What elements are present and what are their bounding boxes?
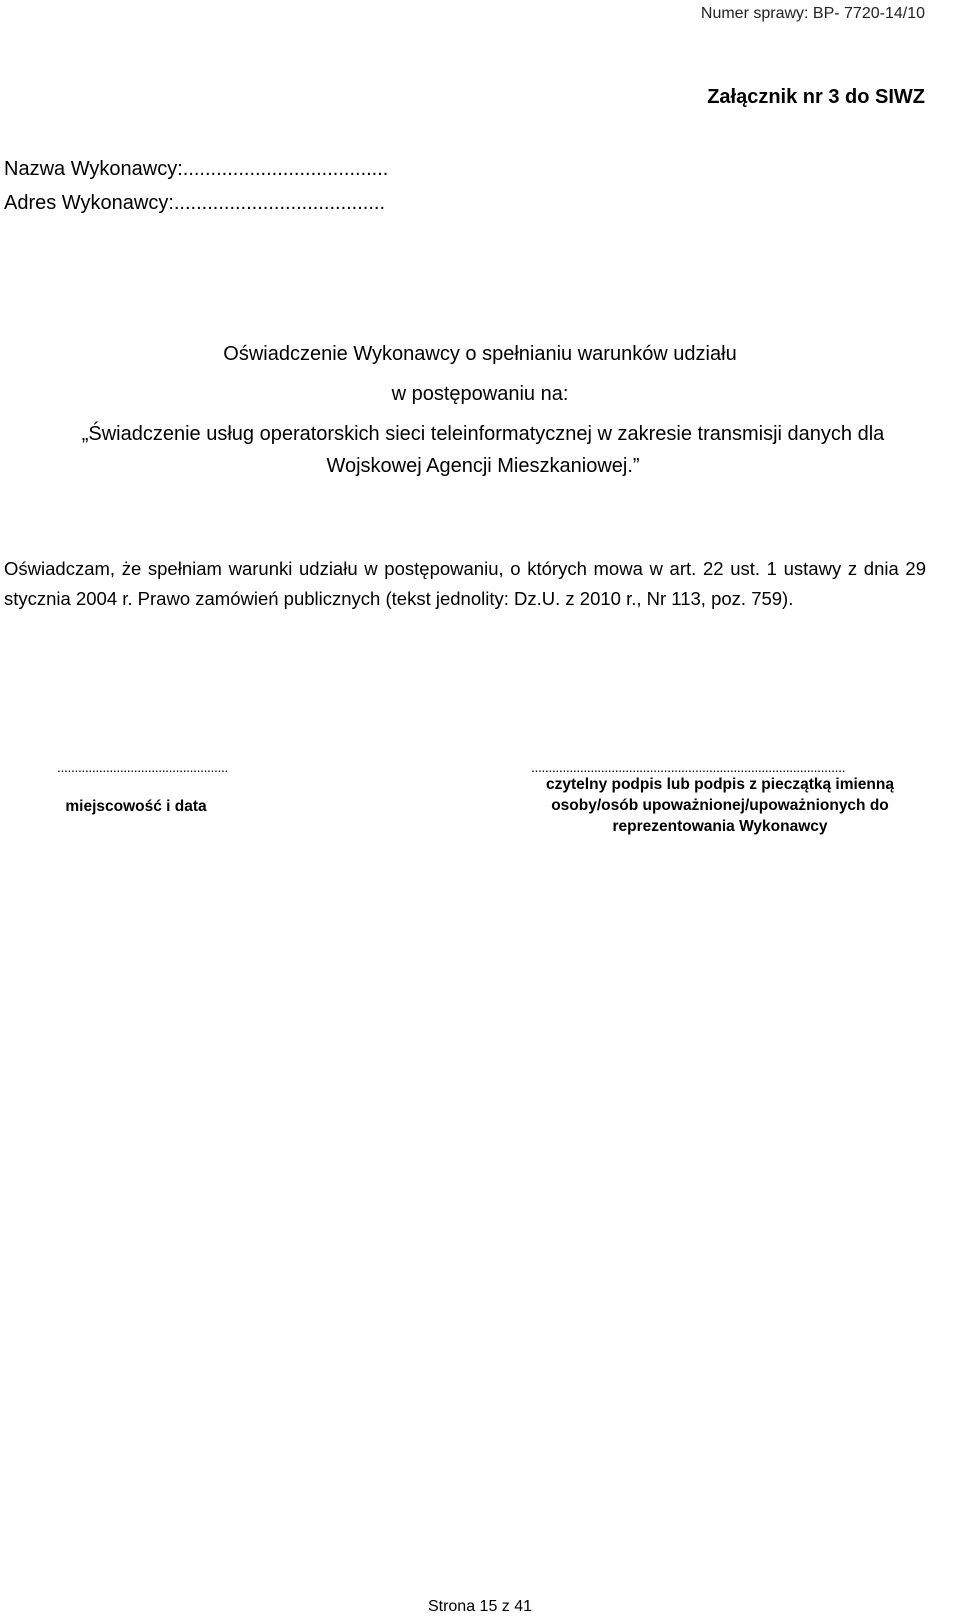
- signature-caption: czytelny podpis lub podpis z pieczątką imienną osoby/osób upoważnionej/upoważnionych do reprezentowania Wykonawcy: [546, 776, 894, 835]
- contractor-address-line: Adres Wykonawcy:......................................: [4, 192, 386, 214]
- place-date-dotted-line: .................................................: [57, 759, 228, 775]
- case-number: Numer sprawy: BP- 7720-14/10: [700, 5, 925, 22]
- contractor-name-line: Nazwa Wykonawcy:.....................................: [4, 158, 389, 180]
- place-date-caption: miejscowość i data: [65, 798, 207, 815]
- signature-dotted-line: ..........................................................................................: [531, 759, 846, 775]
- annex-title: Załącznik nr 3 do SIWZ: [707, 86, 925, 108]
- declaration-body: Oświadczam, że spełniam warunki udziału w postępowaniu, o których mowa w art. 22 ust. 1 ustawy z dnia 29 stycznia 2004 r. Prawo zamówień publicznych (tekst jednolity: Dz.U. z 2010 r., Nr 113, poz. 759).: [4, 558, 926, 609]
- declaration-subtitle: w postępowaniu na:: [391, 383, 569, 405]
- procurement-subject: „Świadczenie usług operatorskich sieci teleinformatycznej w zakresie transmisji danych dla Wojskowej Agencji Mieszkaniowej.”: [81, 423, 885, 477]
- page-number: Strona 15 z 41: [427, 1598, 533, 1615]
- declaration-title: Oświadczenie Wykonawcy o spełnianiu warunków udziału: [223, 343, 737, 365]
